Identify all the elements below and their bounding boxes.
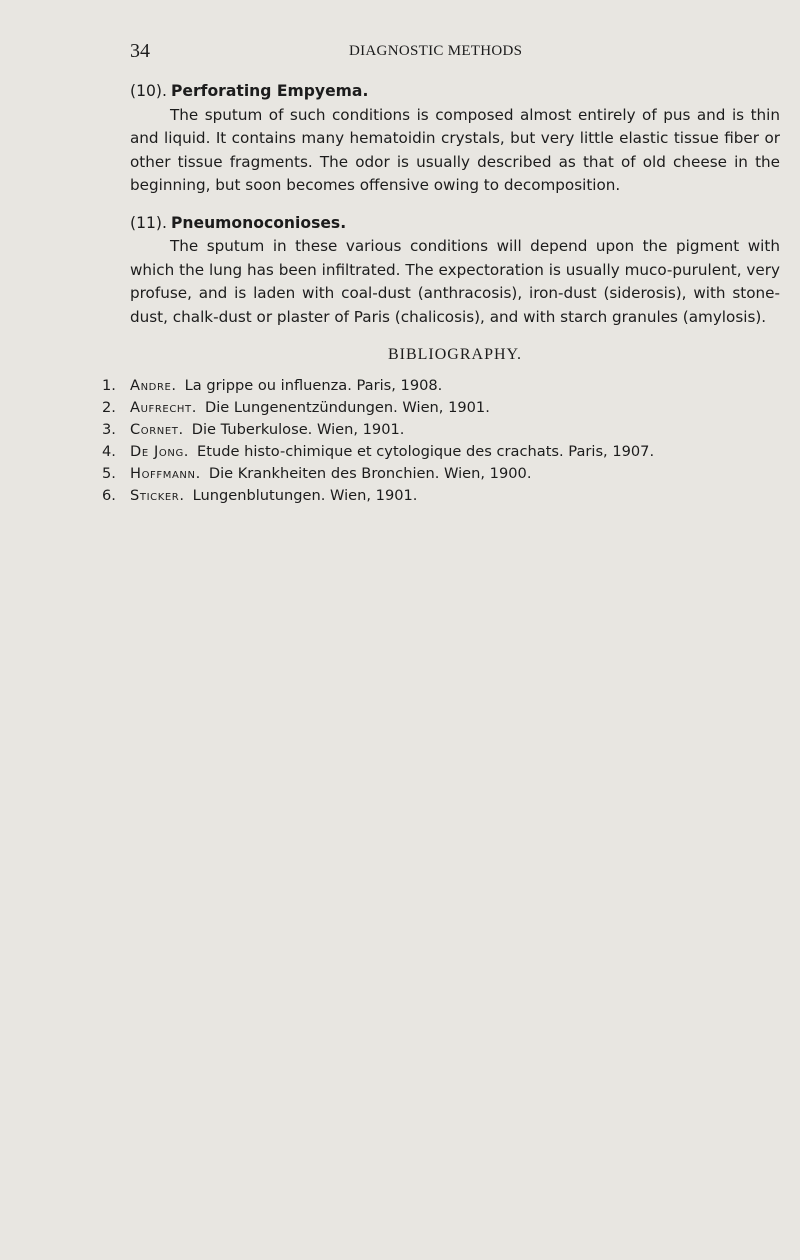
section-number: (11). [130,213,167,232]
page-content [102,80,780,507]
section-paragraph: The sputum in these various conditions will depend upon the pigment with which the lung has been infiltrated. The expectoration is usually muco-purulent, very profuse, and is laden with coal-dust (anthracosis), iron-dust (siderosis), with stone-dust, chalk-dust or plaster of Paris (chalicosis), and with starch granules (amylosis). [130,237,780,326]
entry-number: 4. [102,442,116,460]
entry-author: De Jong. [130,442,190,460]
bibliography-entry [102,375,780,397]
bibliography-entry [102,485,780,507]
running-head [130,40,780,66]
entry-number: 5. [102,464,116,482]
entry-text: Die Lungenentzündungen. Wien, 1901. [204,398,490,416]
entry-author: Cornet. [130,420,184,438]
entry-author: Hoffmann. [130,464,201,482]
entry-author: Sticker. [130,486,185,504]
entry-number: 1. [102,376,116,394]
entry-number: 3. [102,420,116,438]
section-number: (10). [130,82,167,100]
entry-text: La grippe ou influenza. Paris, 1908. [184,376,443,394]
entry-text: Die Krankheiten des Bronchien. Wien, 1900. [208,464,532,482]
bibliography-entry [102,441,780,463]
bibliography-entry [102,419,780,441]
section-title: Pneumonoconioses. [170,213,347,232]
section-heading [130,80,780,104]
section-paragraph: The sputum of such conditions is composed almost entirely of pus and is thin and liquid. It contains many hematoidin crystals, but very little elastic tissue fiber or other tissue fragments. The odor is usually described as that of old cheese in the beginning, but soon becomes offensive owing to decomposition. [130,105,780,194]
bibliography-entry [102,463,780,485]
entry-number: 2. [102,398,116,416]
bibliography-list [102,375,780,507]
entry-author: Andre. [130,376,177,394]
bibliography-title: BIBLIOGRAPHY. [387,346,523,363]
entry-text: Die Tuberkulose. Wien, 1901. [191,420,405,438]
entry-text: Lungenblutungen. Wien, 1901. [192,486,418,504]
section-pneumonoconioses [130,212,780,330]
section-perforating-empyema [130,80,780,198]
entry-author: Aufrecht. [130,398,197,416]
section-title: Perforating Empyema. [170,82,369,100]
entry-text: Etude histo-chimique et cytologique des crachats. Paris, 1907. [197,442,655,460]
running-title: DIAGNOSTIC METHODS [349,43,523,59]
page-number: 34 [130,40,150,62]
entry-number: 6. [102,486,116,504]
bibliography-entry [102,397,780,419]
section-heading [130,212,780,236]
